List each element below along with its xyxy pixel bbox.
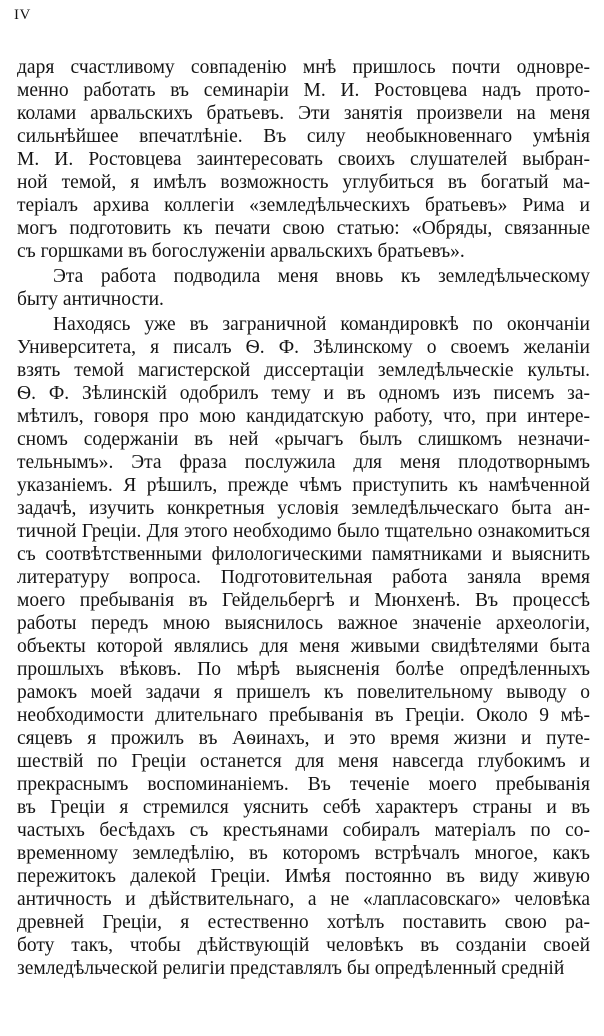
text-line: мѣтилъ, говоря про мою кандидатскую работу, что, при интере- [17,406,590,427]
text-line: шествій по Греціи останется для меня навсегда глубокимъ и [17,751,590,772]
text-line: ной темой, я имѣлъ возможность углубиться въ богатый ма- [17,172,590,193]
text-line: прекраснымъ воспоминаніемъ. Въ теченіе моего пребыванія [17,774,590,795]
text-line: тельнымъ». Эта фраза послужила для меня плодотворнымъ [17,452,590,473]
text-line: необходимости длительнаго пребыванія въ Греціи. Около 9 мѣ- [17,705,590,726]
text-line: объекты которой являлись для меня живыми свидѣтелями быта [17,636,590,657]
text-line: Находясь уже въ заграничной командировкѣ по окончаніи [53,314,590,335]
text-line: литературу вопроса. Подготовительная работа заняла время [17,567,590,588]
text-line: Ѳ. Ф. Зѣлинскій одобрилъ тему и въ одномъ изъ писемъ за- [17,383,590,404]
paragraph [17,313,590,980]
text-line: сильнѣйшее впечатлѣніе. Въ силу необыкновеннаго умѣнія [17,126,590,147]
text-line: быту античности. [17,289,164,310]
text-line: работы передъ мною выяснилось важное значеніе археологіи, [17,613,590,634]
text-line: прошлыхъ вѣковъ. По мѣрѣ выясненія болѣе опредѣленныхъ [17,659,590,680]
text-line: рамокъ моей задачи я пришелъ къ повелительному выводу о [17,682,590,703]
text-line: указаніемъ. Я рѣшилъ, прежде чѣмъ приступить къ намѣченной [17,475,590,496]
text-line: боту такъ, чтобы дѣйствующій человѣкъ въ созданіи своей [17,935,590,956]
text-line: съ горшками въ богослуженіи арвальскихъ братьевъ». [17,241,465,262]
text-line: Университета, я писалъ Ѳ. Ф. Зѣлинскому о своемъ желаніи [17,337,590,358]
text-line: временному земледѣлію, въ которомъ встрѣчалъ многое, какъ [17,843,590,864]
text-line: земледѣльческой религіи представлялъ бы опредѣленный средній [17,958,565,979]
text-line: античность и дѣйствительнаго, а не «лапласовскаго» человѣка [17,889,590,910]
text-line: частыхъ бесѣдахъ съ крестьянами собиралъ матеріалъ по со- [17,820,590,841]
paragraph [17,56,590,263]
body-text [17,56,590,980]
text-line: сяцевъ я прожилъ въ Аѳинахъ, и это время жизни и путе- [17,728,590,749]
text-line: М. И. Ростовцева заинтересовать своихъ слушателей выбран- [17,149,590,170]
page-number: IV [14,7,31,23]
text-line: теріалъ архива коллегіи «земледѣльческихъ братьевъ» Рима и [17,195,590,216]
paragraph [17,265,590,311]
text-line: менно работать въ семинаріи М. И. Ростовцева надъ прото- [17,80,590,101]
text-line: тичной Греціи. Для этого необходимо было тщательно ознакомиться [17,521,590,542]
text-line: задачѣ, изучить конкретныя условія земледѣльческаго быта ан- [17,498,590,519]
text-line: пережитокъ далекой Греціи. Имѣя постоянно въ виду живую [17,866,590,887]
text-line: съ соотвѣтственными филологическими памятниками и выяснить [17,544,590,565]
text-line: сномъ содержаніи въ ней «рычагъ былъ слишкомъ незначи- [17,429,590,450]
text-line: могъ подготовить къ печати свою статью: «Обряды, связанные [17,218,590,239]
text-line: Эта работа подводила меня вновь къ земледѣльческому [53,266,590,287]
text-line: даря счастливому совпаденію мнѣ пришлось почти одновре- [17,57,590,78]
text-line: колами арвальскихъ братьевъ. Эти занятія произвели на меня [17,103,590,124]
text-line: въ Греціи я стремился уяснить себѣ характеръ страны и въ [17,797,590,818]
text-line: моего пребыванія въ Гейдельбергѣ и Мюнхенѣ. Въ процессѣ [17,590,590,611]
text-line: взять темой магистерской диссертаціи земледѣльческіе культы. [17,360,590,381]
text-line: древней Греціи, я естественно хотѣлъ поставить свою ра- [17,912,590,933]
